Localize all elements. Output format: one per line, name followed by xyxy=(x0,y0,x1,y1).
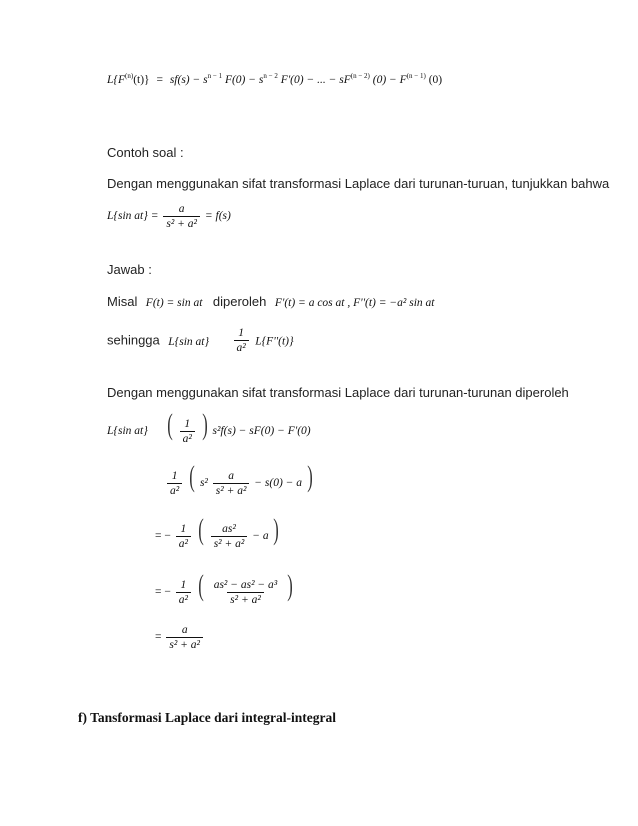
step1-numerator: 1 xyxy=(184,417,191,430)
step3-equals: = − xyxy=(155,530,171,542)
step1-rest: s²f(s) − sF(0) − F'(0) xyxy=(212,425,311,437)
left-paren-icon: ( xyxy=(198,513,204,546)
step3-fraction-denominator: s² + a² xyxy=(211,536,248,551)
step4-fraction-numerator: as² − as² − a³ xyxy=(213,578,278,591)
step5-denominator: s² + a² xyxy=(166,637,203,652)
step2-fraction xyxy=(213,469,250,498)
step3-denominator: a² xyxy=(176,536,191,551)
formula-equals: = xyxy=(156,74,163,86)
formula-term-4-sup: (n − 1) xyxy=(406,72,426,80)
laplace-derivative-formula xyxy=(107,72,442,86)
step2-rest: − s(0) − a xyxy=(254,477,303,489)
problem-fraction xyxy=(163,202,200,231)
step5-fraction xyxy=(166,623,203,652)
step1-denominator: a² xyxy=(180,431,195,446)
sehingga-line xyxy=(107,326,294,355)
derivation-step-3 xyxy=(155,515,281,551)
formula-term-1: sf(s) − s xyxy=(169,74,208,86)
sehingga-rest: L{F''(t)} xyxy=(255,335,294,348)
step4-equals: = − xyxy=(155,586,171,598)
sehingga-fraction xyxy=(234,326,249,355)
formula-lhs-sup: (n) xyxy=(125,72,134,80)
step2-s-squared: s² xyxy=(199,477,208,489)
step5-numerator: a xyxy=(181,624,188,636)
step4-fraction-denominator: s² + a² xyxy=(227,592,264,607)
step4-denominator: a² xyxy=(176,592,191,607)
step3-prefactor xyxy=(176,522,191,551)
derivation-step-4 xyxy=(155,571,295,607)
step4-numerator: 1 xyxy=(180,578,187,591)
derivation-step-1 xyxy=(107,410,311,446)
formula-term-2-sup: n − 2 xyxy=(263,72,278,80)
derivation-step-5 xyxy=(155,623,205,652)
right-paren-icon: ) xyxy=(307,460,313,493)
step2-denominator: a² xyxy=(167,483,182,498)
step3-numerator: 1 xyxy=(180,522,187,535)
formula-lhs: L{F xyxy=(107,74,126,86)
right-paren-icon: ) xyxy=(287,569,293,602)
derivation-text: Dengan menggunakan sifat transformasi Laplace dari turunan-turunan diperoleh xyxy=(107,385,569,400)
step2-prefactor xyxy=(167,469,182,498)
formula-lhs-rest: (t)} xyxy=(133,74,150,86)
right-paren-icon: ) xyxy=(201,408,208,441)
step4-prefactor xyxy=(176,578,191,607)
misal-line xyxy=(107,293,434,311)
step3-fraction xyxy=(211,522,248,551)
step3-fraction-numerator: as² xyxy=(222,522,236,535)
formula-term-3: F'(0) − ... − sF xyxy=(280,74,351,86)
example-label: Contoh soal : xyxy=(107,145,184,160)
sehingga-denominator: a² xyxy=(234,340,249,355)
left-paren-icon: ( xyxy=(166,408,173,441)
left-paren-icon: ( xyxy=(198,569,204,602)
left-paren-icon: ( xyxy=(189,460,195,493)
formula-term-2: F(0) − s xyxy=(224,74,264,86)
problem-rhs: = f(s) xyxy=(204,210,231,223)
step2-fraction-numerator: a xyxy=(228,469,234,482)
formula-term-1-sup: n − 1 xyxy=(207,72,223,80)
formula-term-4: (0) − F xyxy=(372,74,407,86)
misal-expr-1: F(t) = sin at xyxy=(145,297,203,309)
problem-formula xyxy=(107,202,231,231)
problem-lhs: L{sin at} = xyxy=(107,210,159,223)
misal-expr-2: F'(t) = a cos at , F''(t) = −a² sin at xyxy=(274,297,435,309)
problem-statement: Dengan menggunakan sifat transformasi Laplace dari turunan-turuan, tunjukkan bahwa xyxy=(107,176,610,191)
sehingga-numerator: 1 xyxy=(238,327,244,339)
step2-fraction-denominator: s² + a² xyxy=(213,483,250,498)
answer-label: Jawab : xyxy=(107,262,152,277)
sehingga-label: sehingga xyxy=(107,332,160,348)
step2-numerator: 1 xyxy=(171,469,178,482)
section-heading: f) Tansformasi Laplace dari integral-integral xyxy=(78,710,336,725)
derivation-step-2 xyxy=(165,462,315,498)
problem-numerator: a xyxy=(178,203,185,215)
formula-term-5: (0) xyxy=(428,74,443,86)
step4-fraction xyxy=(211,578,281,607)
step5-equals: = xyxy=(155,631,162,644)
step3-rest: − a xyxy=(252,530,269,542)
step1-fraction xyxy=(180,417,195,446)
formula-term-3-sup: (n − 2) xyxy=(350,72,370,80)
misal-label: Misal xyxy=(107,294,138,309)
problem-denominator: s² + a² xyxy=(163,216,200,231)
right-paren-icon: ) xyxy=(273,513,280,546)
misal-mid: diperoleh xyxy=(212,294,267,309)
step1-lhs: L{sin at} xyxy=(107,425,148,437)
sehingga-expr: L{sin at} xyxy=(168,335,210,348)
